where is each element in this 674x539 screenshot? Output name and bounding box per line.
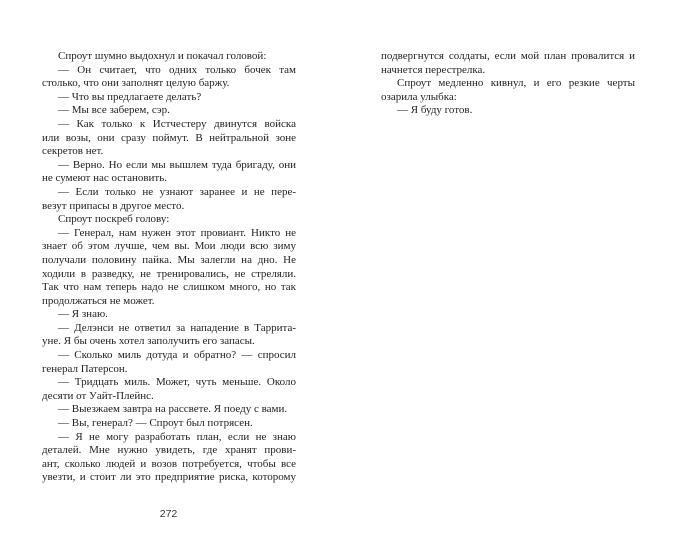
text-line: генерал Патерсон. (42, 362, 128, 375)
text-line: ходили в разведку, не тренировались, не стреляли. (42, 267, 296, 280)
text-line: озарила улыбка: (381, 90, 457, 103)
page-number: 272 (159, 508, 178, 520)
text-line: — Я буду готов. (397, 104, 473, 117)
text-line: — Вы, генерал? — Спроут был потрясен. (58, 417, 253, 430)
text-line: — Как только к Истчестеру двинутся войска (58, 117, 296, 130)
text-line: Так что нам теперь надо не слишком много, но так (42, 281, 296, 294)
text-line: или возы, они сразу поймут. В нейтральной зоне (42, 131, 296, 144)
text-line: десяти от Уайт-Плейнс. (42, 389, 154, 402)
text-line: везут припасы в другое место. (42, 199, 185, 212)
text-line: подвергнутся солдаты, если мой план провалится и (381, 50, 635, 62)
right-page-text (381, 50, 635, 118)
text-line: столько, что они заполнят целую баржу. (42, 77, 230, 90)
text-line: — Делэнси не ответил за нападение в Таррита- (58, 321, 296, 334)
text-line: — Если только не узнают заранее и не пере- (58, 185, 296, 198)
text-line: — Я не могу разработать план, если не знаю (58, 430, 296, 443)
text-line: — Я знаю. (58, 308, 108, 321)
text-line: — Мы все заберем, сэр. (58, 104, 170, 117)
text-line: — Он считает, что одних только бочек там (58, 63, 296, 76)
text-line: уне. Я бы очень хотел заполучить его запасы. (42, 335, 255, 348)
text-line: секретов нет. (42, 145, 104, 158)
text-line: ант, сколько людей и возов потребуется, чтобы все (42, 457, 296, 470)
left-page-text (42, 50, 296, 485)
text-line: Спроут шумно выдохнул и покачал головой: (58, 50, 267, 62)
text-line: продолжаться не может. (42, 294, 155, 307)
text-line: знает об этом лучше, чем вы. Мои люди всю зиму (42, 240, 296, 253)
text-line: — Выезжаем завтра на рассвете. Я поеду с вами. (58, 403, 288, 416)
text-line: деталей. Мне нужно увидеть, где хранят прови- (42, 444, 296, 457)
text-line: увезти, и стоит ли это предприятие риска, которому (42, 471, 296, 484)
text-line: Спроут поскреб голову: (58, 213, 170, 226)
text-line: — Что вы предлагаете делать? (58, 90, 202, 103)
text-line: не сумеют нас остановить. (42, 172, 168, 185)
text-line: — Верно. Но если мы вышлем туда бригаду, они (58, 158, 296, 171)
text-line: начнется перестрелка. (381, 63, 486, 76)
text-line: — Генерал, нам нужен этот провиант. Никто не (58, 226, 296, 239)
text-line: — Тридцать миль. Может, чуть меньше. Около (58, 376, 296, 389)
text-line: получали половину пайка. Мы залегли на дно. Не (42, 253, 296, 266)
text-line: — Сколько миль дотуда и обратно? — спросил (58, 349, 296, 362)
text-line: Спроут медленно кивнул, и его резкие черты (397, 77, 635, 90)
